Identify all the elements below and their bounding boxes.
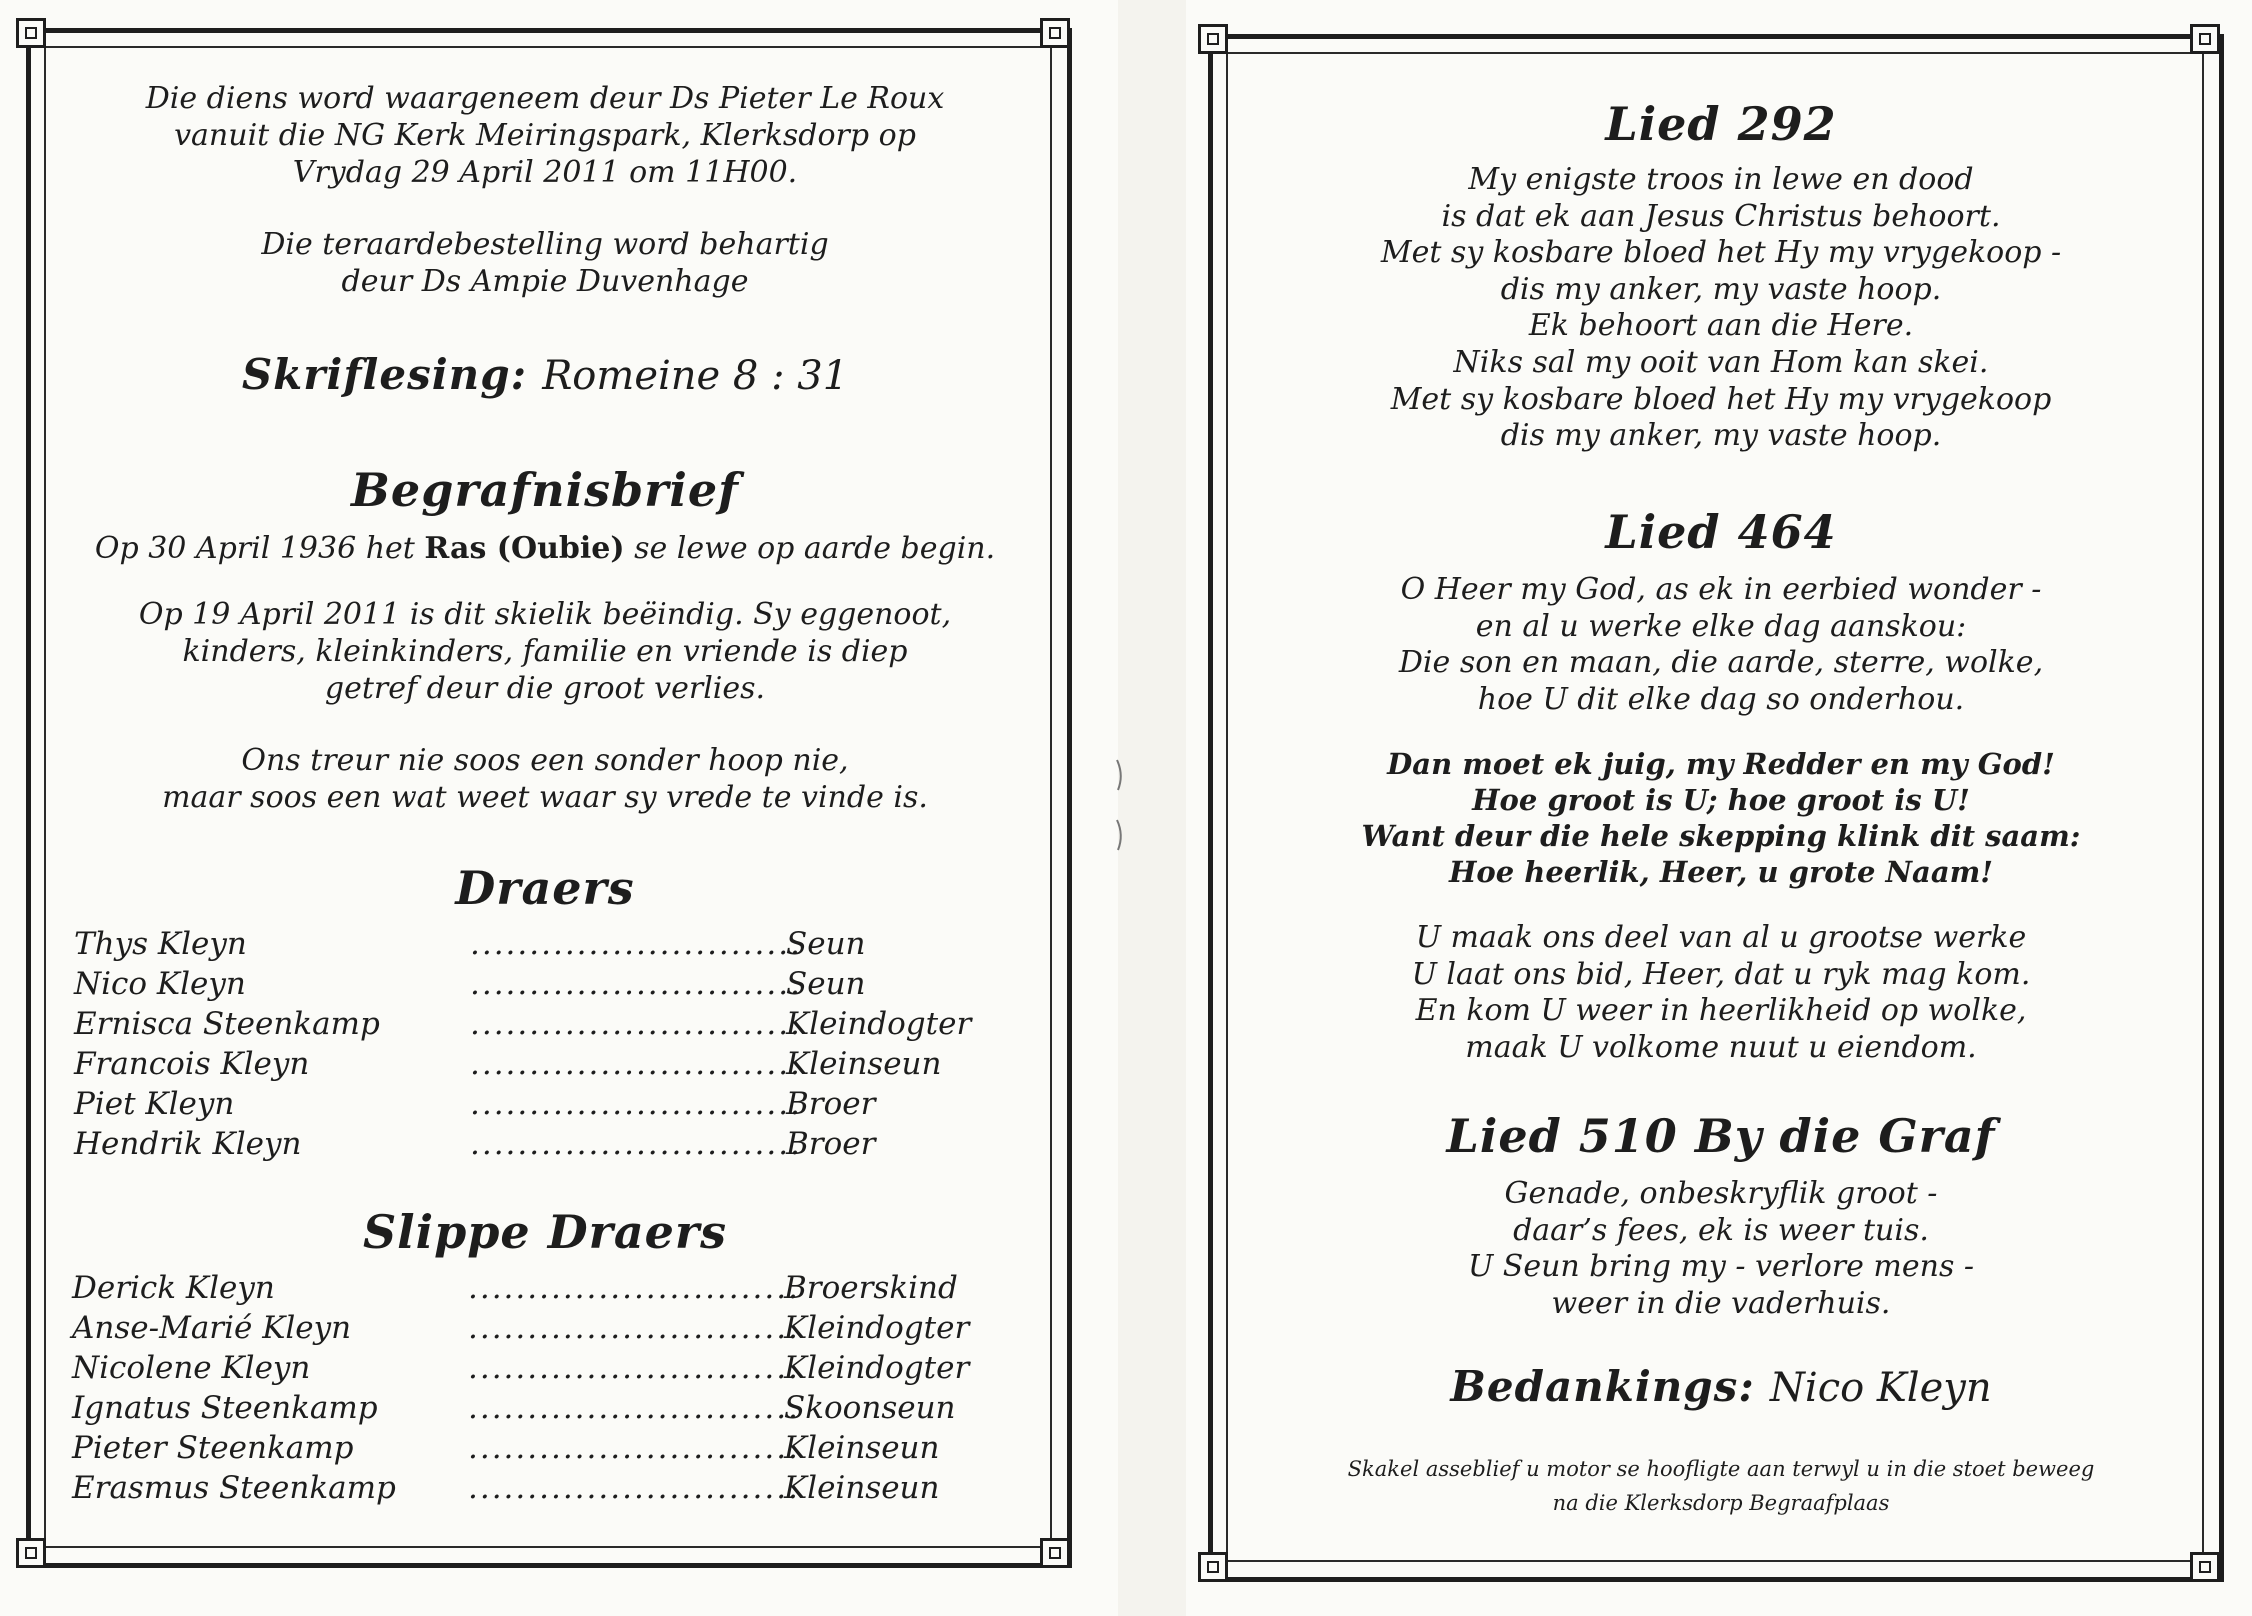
relationship: Seun	[786, 966, 866, 1002]
lyric-line: My enigste troos in lewe en dood	[1468, 162, 1974, 197]
person-name: Derick Kleyn	[72, 1270, 275, 1306]
leader-dots: ............................	[468, 1350, 800, 1386]
corner-ornament	[2190, 24, 2220, 54]
lyric-line: Met sy kosbare bloed het Hy my vrygekoop	[1390, 381, 2052, 417]
relationship: Skoonseun	[784, 1390, 956, 1426]
person-name: Ignatus Steenkamp	[72, 1390, 378, 1426]
leader-dots: ............................	[468, 1430, 800, 1466]
interment-note	[80, 226, 1010, 300]
relationship: Kleinseun	[784, 1430, 940, 1466]
text-line: getref deur die groot verlies.	[324, 671, 766, 706]
corner-ornament	[1040, 1538, 1070, 1568]
relationship: Broer	[786, 1086, 876, 1122]
lyric-line: daar’s fees, ek is weer tuis.	[1513, 1212, 1929, 1248]
lyric-line: Niks sal my ooit van Hom kan skei.	[1453, 344, 1989, 380]
person-name: Hendrik Kleyn	[74, 1126, 302, 1162]
leader-dots: ............................	[468, 1390, 800, 1426]
pallbearers-heading: Draers	[455, 861, 635, 915]
text-line: Die diens word waargeneem deur Ds Pieter Le Roux	[145, 81, 945, 116]
hymn-292-title: Lied 292	[1605, 97, 1837, 151]
relationship: Broer	[786, 1126, 876, 1162]
lyric-line: U maak ons deel van al u grootse werke	[1415, 920, 2027, 955]
person-name: Pieter Steenkamp	[72, 1430, 354, 1466]
hymn-292-lyrics	[1246, 162, 2196, 455]
note-line: Skakel asseblief u motor se hoofligte aan terwyl u in die stoet beweeg	[1347, 1457, 2095, 1481]
lyric-line: Want deur die hele skepping klink dit saam:	[1361, 819, 2081, 853]
text-line: vanuit die NG Kerk Meiringspark, Klerksdorp op	[174, 118, 916, 153]
reading-text: Romeine 8 : 31	[542, 353, 849, 399]
relationship: Kleindogter	[784, 1350, 970, 1386]
thanks-label: Bedankings:	[1450, 1362, 1755, 1411]
corner-ornament	[16, 1538, 46, 1568]
lyric-line: en al u werke elke dag aanskou:	[1475, 608, 1967, 644]
leader-dots: ............................	[470, 1046, 802, 1082]
text-line: maar soos een wat weet waar sy vrede te vinde is.	[162, 780, 928, 815]
relationship: Kleindogter	[784, 1310, 970, 1346]
lyric-line: U Seun bring my - verlore mens -	[1467, 1249, 1975, 1285]
obituary-para2	[80, 596, 1010, 707]
lyric-line: dis my anker, my vaste hoop.	[1500, 418, 1942, 454]
obituary-para3	[80, 742, 1010, 816]
deceased-name: Ras (Oubie)	[424, 531, 625, 566]
corner-ornament	[1198, 1552, 1228, 1582]
lyric-line: maak U volkome nuut u eiendom.	[1465, 1029, 1977, 1065]
scripture-reading	[80, 350, 1010, 399]
lyric-line: Hoe groot is U; hoe groot is U!	[1472, 783, 1970, 817]
relationship: Seun	[786, 926, 866, 962]
corner-ornament	[2190, 1552, 2220, 1582]
lyric-line: weer in die vaderhuis.	[1551, 1285, 1891, 1321]
right-page	[1186, 0, 2252, 1616]
hymn-464-chorus	[1246, 746, 2196, 890]
text-line: Op 19 April 2011 is dit skielik beëindig. Sy eggenoot,	[138, 597, 952, 632]
text-fragment: se lewe op aarde begin.	[624, 531, 996, 566]
lyric-line: Dan moet ek juig, my Redder en my God!	[1387, 747, 2055, 781]
procession-note	[1246, 1452, 2196, 1520]
leader-dots: ............................	[468, 1270, 800, 1306]
relationship: Broerskind	[784, 1270, 958, 1306]
leader-dots: ............................	[468, 1310, 800, 1346]
hymn-464-title: Lied 464	[1605, 505, 1837, 559]
text-fragment: Op 30 April 1936 het	[94, 531, 425, 566]
person-name: Francois Kleyn	[74, 1046, 310, 1082]
text-line: kinders, kleinkinders, familie en vriende is diep	[182, 634, 908, 669]
lyric-line: Ek behoort aan die Here.	[1528, 308, 1914, 344]
hymn-510-title: Lied 510 By die Graf	[1446, 1109, 1996, 1163]
lyric-line: En kom U weer in heerlikheid op wolke,	[1415, 993, 2027, 1029]
text-line: Vrydag 29 April 2011 om 11H00.	[292, 155, 798, 190]
person-name: Ernisca Steenkamp	[74, 1006, 380, 1042]
acknowledgements	[1246, 1362, 2196, 1411]
person-name: Piet Kleyn	[74, 1086, 235, 1122]
obituary-heading: Begrafnisbrief	[351, 463, 739, 517]
corner-ornament	[16, 18, 46, 48]
relationship: Kleindogter	[786, 1006, 972, 1042]
lyric-line: O Heer my God, as ek in eerbied wonder -	[1400, 572, 2042, 607]
person-name: Anse-Marié Kleyn	[72, 1310, 352, 1346]
note-line: na die Klerksdorp Begraafplaas	[1552, 1491, 1890, 1515]
thanks-name: Nico Kleyn	[1769, 1365, 1992, 1411]
reading-label: Skriflesing:	[241, 350, 528, 399]
person-name: Thys Kleyn	[74, 926, 247, 962]
staple-marks	[1114, 750, 1126, 870]
lyric-line: dis my anker, my vaste hoop.	[1500, 271, 1942, 307]
lyric-line: Hoe heerlik, Heer, u grote Naam!	[1448, 855, 1994, 889]
honorary-pallbearers-heading: Slippe Draers	[362, 1205, 728, 1259]
leader-dots: ............................	[470, 1006, 802, 1042]
hymn-464-verse-2	[1246, 920, 2196, 1066]
leader-dots: ............................	[470, 966, 802, 1002]
corner-ornament	[1040, 18, 1070, 48]
relationship: Kleinseun	[786, 1046, 942, 1082]
person-name: Nico Kleyn	[74, 966, 246, 1002]
leader-dots: ............................	[470, 1126, 802, 1162]
leader-dots: ............................	[468, 1470, 800, 1506]
text-line: Ons treur nie soos een sonder hoop nie,	[241, 743, 849, 778]
relationship: Kleinseun	[784, 1470, 940, 1506]
leader-dots: ............................	[470, 926, 802, 962]
corner-ornament	[1198, 24, 1228, 54]
text-line: deur Ds Ampie Duvenhage	[341, 264, 749, 299]
lyric-line: Met sy kosbare bloed het Hy my vrygekoop -	[1380, 235, 2062, 271]
lyric-line: hoe U dit elke dag so onderhou.	[1477, 681, 1965, 717]
text-line: Die teraardebestelling word behartig	[261, 227, 829, 262]
left-page	[0, 0, 1118, 1616]
lyric-line: U laat ons bid, Heer, dat u ryk mag kom.	[1411, 956, 2031, 992]
hymn-464-verse-1	[1246, 572, 2196, 718]
service-intro	[80, 80, 1010, 191]
hymn-510-lyrics	[1246, 1176, 2196, 1322]
lyric-line: is dat ek aan Jesus Christus behoort.	[1441, 198, 2001, 234]
obituary-line1	[80, 530, 1010, 567]
leader-dots: ............................	[470, 1086, 802, 1122]
person-name: Nicolene Kleyn	[72, 1350, 311, 1386]
person-name: Erasmus Steenkamp	[72, 1470, 396, 1506]
lyric-line: Die son en maan, die aarde, sterre, wolke,	[1398, 645, 2044, 681]
lyric-line: Genade, onbeskryflik groot -	[1504, 1176, 1938, 1211]
